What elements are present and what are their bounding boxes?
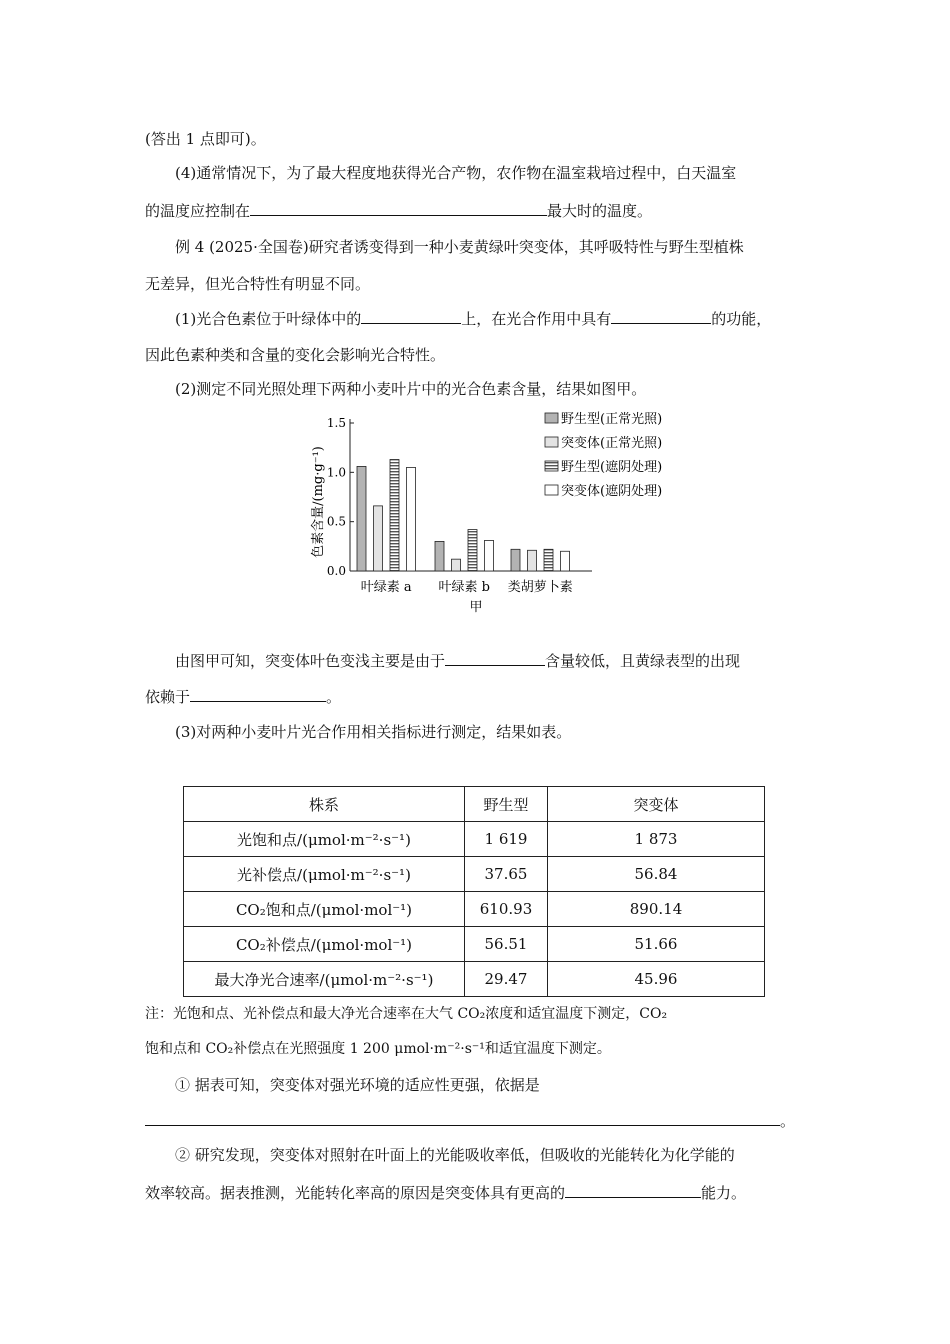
legend-label: 突变体(正常光照) (561, 436, 663, 451)
answer-blank[interactable] (445, 650, 545, 666)
chart-legend (545, 411, 662, 499)
bar (561, 551, 570, 571)
text-span: 由图甲可知，突变体叶色变浅主要是由于 (175, 652, 446, 670)
bar (374, 506, 383, 571)
table-note-cont: 饱和点和 CO₂补偿点在光照强度 1 200 μmol·m⁻²·s⁻¹和适宜温度下测定。 (145, 1041, 611, 1057)
example-4-text: 无差异，但光合特性有明显不同。 (145, 275, 371, 293)
question-3-1-blank-line (145, 1110, 795, 1131)
bar (407, 467, 416, 571)
text-span: 的温度应控制在 (145, 202, 251, 220)
table-cell: 光饱和点/(μmol·m⁻²·s⁻¹) (184, 822, 465, 857)
table-row (184, 857, 765, 892)
table-header-row (184, 787, 765, 822)
bar (528, 550, 537, 571)
legend-label: 野生型(遮阴处理) (561, 460, 663, 475)
table-header: 突变体 (548, 787, 765, 822)
text-span: 效率较高。据表推测，光能转化率高的原因是突变体具有更高的 (145, 1184, 566, 1202)
table-cell: 1 619 (465, 822, 548, 857)
text-span: 。 (326, 688, 342, 706)
table-cell: 610.93 (465, 892, 548, 927)
table-cell: 56.51 (465, 927, 548, 962)
table-cell: 1 873 (548, 822, 765, 857)
bar (511, 549, 520, 571)
bar (357, 466, 366, 571)
y-tick-label: 1.5 (326, 416, 346, 430)
example-4-title: 例 4 (2025·全国卷)研究者诱变得到一种小麦黄绿叶突变体，其呼吸特性与野生型植株 (175, 238, 744, 256)
answer-blank[interactable] (565, 1182, 701, 1198)
figure-caption: 甲 (469, 600, 483, 615)
answer-blank[interactable] (250, 200, 547, 216)
table-cell: 光补偿点/(μmol·m⁻²·s⁻¹) (184, 857, 465, 892)
y-tick-label: 0.5 (326, 514, 346, 529)
question-3-1: ① 据表可知，突变体对强光环境的适应性更强，依据是 (175, 1076, 540, 1094)
table-cell: 51.66 (548, 927, 765, 962)
text-span: 。 (780, 1112, 796, 1130)
text-span: 能力。 (701, 1184, 747, 1202)
text-span: 的功能， (711, 310, 772, 328)
y-axis-label: 色素含量/(mg·g⁻¹) (311, 446, 326, 558)
answer-hint: (答出 1 点即可)。 (145, 130, 266, 148)
answer-blank[interactable] (611, 308, 711, 324)
table-cell: CO₂补偿点/(μmol·mol⁻¹) (184, 927, 465, 962)
question-4-text-cont (145, 200, 652, 221)
text-span: 上，在光合作用中具有 (461, 310, 612, 328)
legend-swatch (545, 461, 558, 471)
answer-blank[interactable] (361, 308, 461, 324)
sub-question-1 (175, 308, 771, 329)
table-cell: 37.65 (465, 857, 548, 892)
bar (485, 540, 494, 571)
answer-blank[interactable] (145, 1110, 780, 1126)
table-header: 株系 (184, 787, 465, 822)
y-tick-label: 1.0 (326, 465, 346, 480)
y-tick-label: 0.0 (326, 564, 346, 578)
sub-question-2: (2)测定不同光照处理下两种小麦叶片中的光合色素含量，结果如图甲。 (175, 380, 647, 398)
legend-swatch (545, 485, 558, 495)
sub-question-2-answer (175, 650, 740, 671)
x-tick-label: 叶绿素 b (438, 580, 490, 595)
bar (435, 541, 444, 571)
bar (452, 559, 461, 571)
text-span: 含量较低，且黄绿表型的出现 (545, 652, 741, 670)
bar (544, 549, 553, 571)
question-4-text: (4)通常情况下，为了最大程度地获得光合产物，农作物在温室栽培过程中，白天温室 (175, 164, 737, 182)
x-tick-label: 类胡萝卜素 (507, 580, 573, 595)
chart-bars (357, 460, 570, 571)
bar (390, 460, 399, 571)
table-cell: 最大净光合速率/(μmol·m⁻²·s⁻¹) (184, 962, 465, 997)
pigment-bar-chart (300, 405, 700, 620)
text-span: 依赖于 (145, 688, 191, 706)
legend-swatch (545, 413, 558, 423)
sub-question-1-cont: 因此色素种类和含量的变化会影响光合特性。 (145, 346, 446, 364)
table-header: 野生型 (465, 787, 548, 822)
legend-label: 突变体(遮阴处理) (561, 484, 663, 499)
legend-label: 野生型(正常光照) (561, 412, 663, 427)
x-tick-label: 叶绿素 a (360, 580, 412, 595)
question-3-2-cont (145, 1182, 746, 1203)
table-cell: 890.14 (548, 892, 765, 927)
legend-swatch (545, 437, 558, 447)
sub-question-2-answer-cont (145, 686, 341, 707)
table-cell: 29.47 (465, 962, 548, 997)
bar (468, 530, 477, 571)
text-span: 最大时的温度。 (547, 202, 653, 220)
table-cell: 45.96 (548, 962, 765, 997)
sub-question-3: (3)对两种小麦叶片光合作用相关指标进行测定，结果如表。 (175, 723, 572, 741)
table-row (184, 892, 765, 927)
table-row (184, 962, 765, 997)
table-note: 注：光饱和点、光补偿点和最大净光合速率在大气 CO₂浓度和适宜温度下测定，CO₂ (145, 1006, 668, 1022)
answer-blank[interactable] (190, 686, 326, 702)
table-row (184, 822, 765, 857)
question-3-2: ② 研究发现，突变体对照射在叶面上的光能吸收率低，但吸收的光能转化为化学能的 (175, 1146, 735, 1164)
table-cell: CO₂饱和点/(μmol·mol⁻¹) (184, 892, 465, 927)
text-span: (1)光合色素位于叶绿体中的 (175, 310, 362, 328)
photosynthesis-table (183, 786, 765, 997)
table-row (184, 927, 765, 962)
table-cell: 56.84 (548, 857, 765, 892)
